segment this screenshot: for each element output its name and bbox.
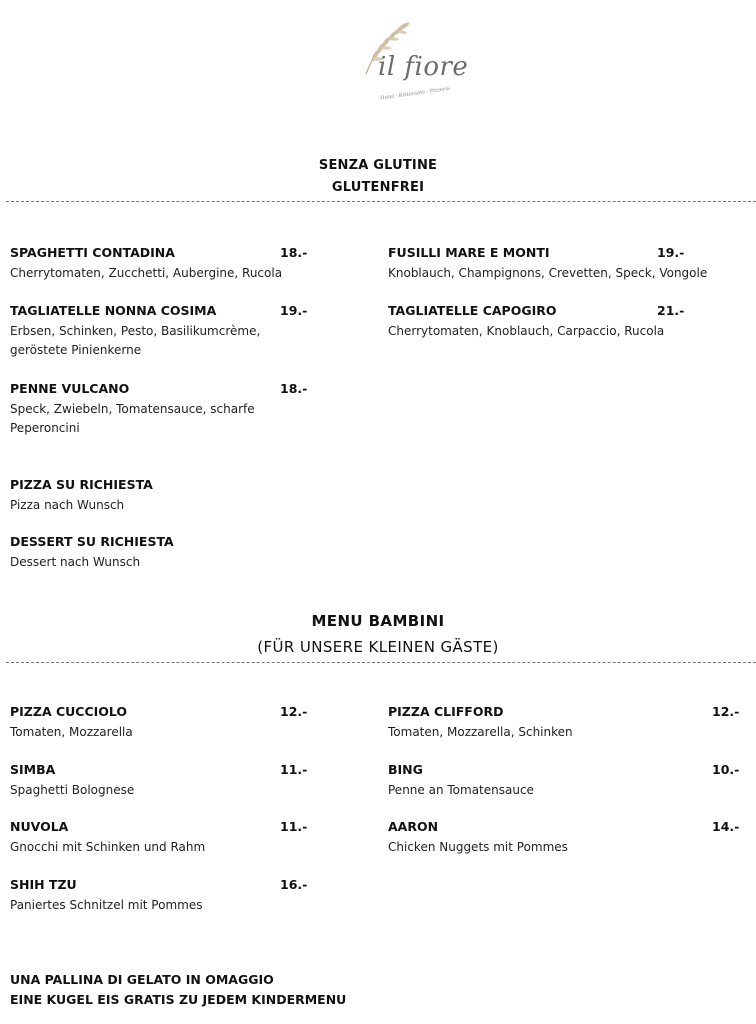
item-name: SPAGHETTI CONTADINA — [10, 245, 175, 260]
menu-item-penne-vulcano — [10, 381, 308, 438]
section-divider — [6, 201, 756, 202]
item-description: Cherrytomaten, Zucchetti, Aubergine, Rucola — [10, 266, 283, 280]
menu-item-dessert-su-richiesta — [10, 534, 310, 572]
item-price: 18.- — [280, 245, 308, 260]
item-name: FUSILLI MARE E MONTI — [388, 245, 550, 260]
item-description: Tomaten, Mozzarella, Schinken — [388, 725, 573, 739]
item-name: PIZZA CLIFFORD — [388, 704, 504, 719]
item-price: 14.- — [712, 819, 740, 834]
item-name: NUVOLA — [10, 819, 69, 834]
section-divider — [6, 662, 756, 663]
menu-item-pizza-cucciolo — [10, 704, 310, 742]
logo-tagline: Hotel · Ristorante · Pizzeria — [379, 85, 451, 102]
item-price: 19.- — [280, 303, 308, 318]
item-price: 10.- — [712, 762, 740, 777]
menu-item-pizza-su-richiesta — [10, 477, 310, 515]
item-price: 21.- — [657, 303, 685, 318]
item-name: PENNE VULCANO — [10, 381, 130, 396]
item-name: PIZZA SU RICHIESTA — [10, 477, 153, 492]
item-description: Spaghetti Bolognese — [10, 783, 135, 797]
item-name: AARON — [388, 819, 439, 834]
item-price: 19.- — [657, 245, 685, 260]
menu-item-simba — [10, 762, 310, 800]
item-description: Speck, Zwiebeln, Tomatensauce, scharfe Peperoncini — [10, 402, 255, 435]
item-description: Penne an Tomatensauce — [388, 783, 534, 797]
item-description: Knoblauch, Champignons, Crevetten, Speck, Vongole — [388, 266, 708, 280]
item-price: 12.- — [280, 704, 308, 719]
item-name: DESSERT SU RICHIESTA — [10, 534, 174, 549]
gluten-free-title: SENZA GLUTINE — [318, 158, 438, 173]
item-description: Pizza nach Wunsch — [10, 498, 125, 512]
item-description: Cherrytomaten, Knoblauch, Carpaccio, Rucola — [388, 324, 665, 338]
ice-cream-note — [10, 970, 346, 1010]
gluten-free-subtitle: GLUTENFREI — [331, 180, 425, 195]
item-price: 18.- — [280, 381, 308, 396]
item-description: Dessert nach Wunsch — [10, 555, 141, 569]
menu-item-fusilli-mare-e-monti — [388, 245, 748, 283]
restaurant-logo — [356, 18, 469, 106]
item-price: 12.- — [712, 704, 740, 719]
menu-item-bing — [388, 762, 748, 800]
menu-item-shih-tzu — [10, 877, 310, 915]
menu-item-aaron — [388, 819, 748, 857]
item-name: TAGLIATELLE CAPOGIRO — [388, 303, 557, 318]
ice-cream-note-italian: UNA PALLINA DI GELATO IN OMAGGIO — [10, 972, 274, 987]
item-description: Paniertes Schnitzel mit Pommes — [10, 898, 203, 912]
item-description: Tomaten, Mozzarella — [10, 725, 133, 739]
item-name: SHIH TZU — [10, 877, 77, 892]
item-name: PIZZA CUCCIOLO — [10, 704, 128, 719]
item-price: 16.- — [280, 877, 308, 892]
menu-item-tagliatelle-nonna-cosima — [10, 303, 308, 360]
menu-item-tagliatelle-capogiro — [388, 303, 748, 341]
item-price: 11.- — [280, 819, 308, 834]
ice-cream-note-german: EINE KUGEL EIS GRATIS ZU JEDEM KINDERMENU — [10, 992, 347, 1007]
menu-item-nuvola — [10, 819, 310, 857]
menu-item-pizza-clifford — [388, 704, 748, 742]
item-description: Gnocchi mit Schinken und Rahm — [10, 840, 206, 854]
menu-item-spaghetti-contadina — [10, 245, 310, 283]
item-name: SIMBA — [10, 762, 56, 777]
kids-menu-title: MENU BAMBINI — [311, 612, 445, 630]
item-price: 11.- — [280, 762, 308, 777]
kids-menu-subtitle: (FÜR UNSERE KLEINEN GÄSTE) — [257, 638, 499, 656]
item-description: Chicken Nuggets mit Pommes — [388, 840, 568, 854]
logo-name: il fiore — [378, 52, 469, 82]
item-name: BING — [388, 762, 423, 777]
item-description: Erbsen, Schinken, Pesto, Basilikumcrème, geröstete Pinienkerne — [10, 324, 261, 357]
item-name: TAGLIATELLE NONNA COSIMA — [10, 303, 217, 318]
